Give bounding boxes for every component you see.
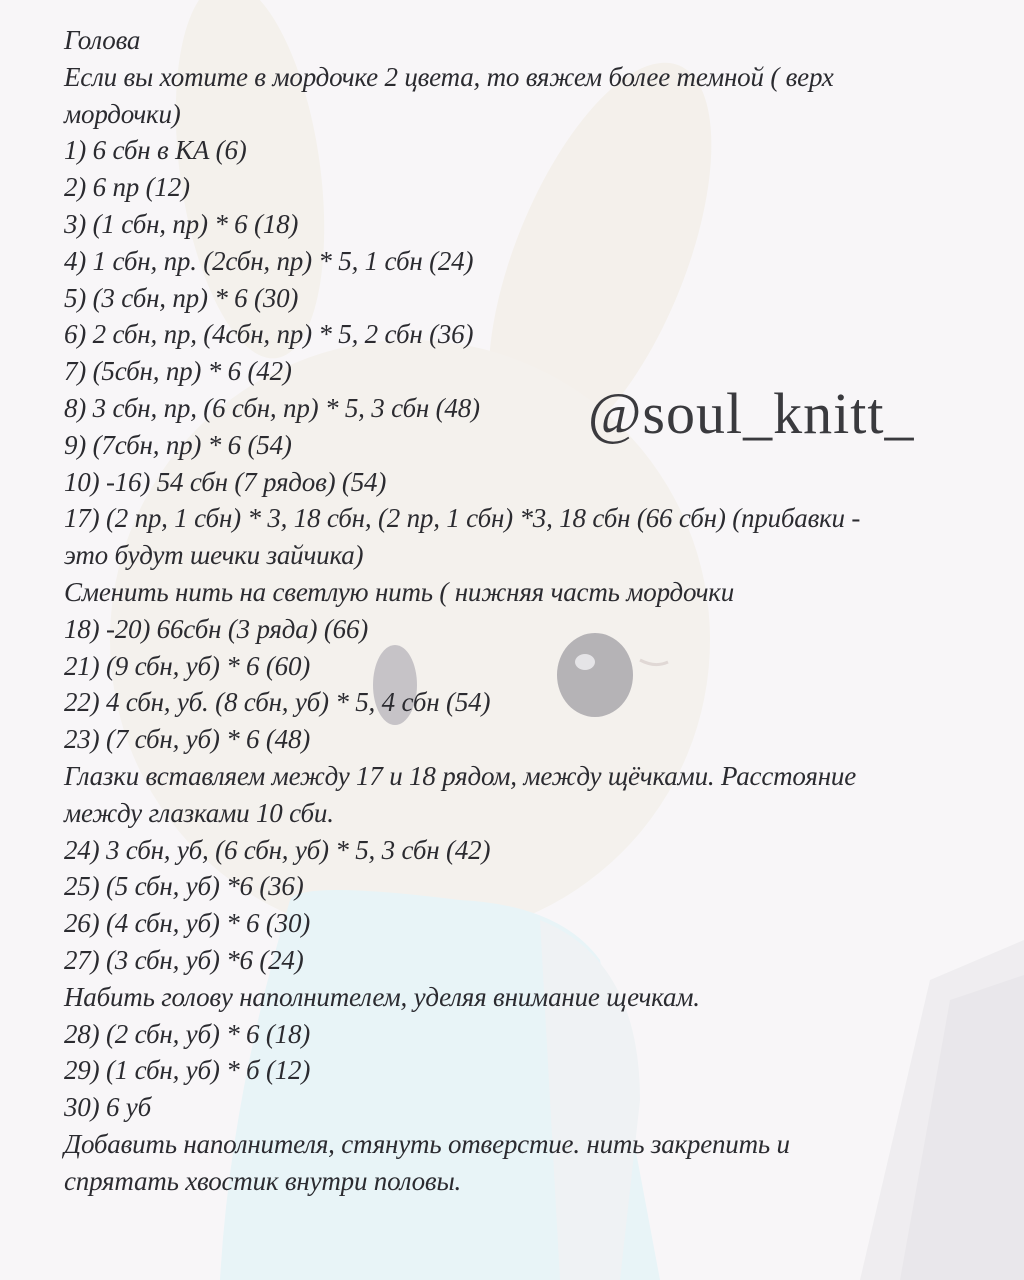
instruction-line: Сменить нить на светлую нить ( нижняя часть мордочки — [64, 576, 735, 607]
row-line: 24) 3 сбн, уб, (6 сбн, уб) * 5, 3 сбн (42) — [64, 834, 491, 865]
row-line: 21) (9 сбн, уб) * 6 (60) — [64, 650, 311, 681]
instruction-line: Добавить наполнителя, стянуть отверстие. нить закрепить и — [64, 1128, 790, 1159]
row-line: 17) (2 пр, 1 сбн) * 3, 18 сбн, (2 пр, 1 сбн) *3, 18 сбн (66 сбн) (прибавки - — [64, 503, 861, 534]
instruction-line: мордочки) — [64, 98, 181, 129]
row-line: 1) 6 сбн в КА (6) — [64, 135, 247, 166]
section-title: Голова — [64, 25, 141, 55]
row-line: 8) 3 сбн, пр, (6 сбн, пр) * 5, 3 сбн (48) — [64, 392, 480, 423]
row-line: 9) (7сбн, пр) * 6 (54) — [64, 429, 292, 460]
row-line: 22) 4 сбн, уб. (8 сбн, уб) * 5, 4 сбн (54) — [64, 687, 491, 718]
row-line: это будут шечки зайчика) — [64, 540, 364, 571]
row-line: 5) (3 сбн, пр) * 6 (30) — [64, 282, 299, 313]
row-line: 25) (5 сбн, уб) *6 (36) — [64, 871, 304, 902]
row-line: 29) (1 сбн, уб) * б (12) — [64, 1055, 311, 1086]
row-line: 3) (1 сбн, пр) * 6 (18) — [64, 208, 299, 239]
instruction-line: Набить голову наполнителем, уделяя внимание щечкам. — [64, 981, 700, 1012]
row-line: 27) (3 сбн, уб) *6 (24) — [64, 944, 304, 975]
row-line: 4) 1 сбн, пр. (2сбн, пр) * 5, 1 сбн (24) — [64, 245, 474, 276]
row-line: 18) -20) 66сбн (3 ряда) (66) — [64, 613, 369, 644]
instruction-line: между глазками 10 сби. — [64, 797, 334, 828]
row-line: 26) (4 сбн, уб) * 6 (30) — [64, 908, 311, 939]
row-line: 10) -16) 54 сбн (7 рядов) (54) — [64, 466, 387, 497]
row-line: 2) 6 пр (12) — [64, 172, 190, 203]
row-line: 7) (5сбн, пр) * 6 (42) — [64, 356, 292, 387]
row-line: 28) (2 сбн, уб) * 6 (18) — [64, 1018, 311, 1049]
row-line: 30) 6 уб — [64, 1092, 151, 1123]
instruction-line: Если вы хотите в мордочке 2 цвета, то вяжем более темной ( верх — [64, 61, 834, 92]
row-line: 23) (7 сбн, уб) * 6 (48) — [64, 724, 311, 755]
instruction-line: Глазки вставляем между 17 и 18 рядом, между щёчками. Расстояние — [64, 760, 856, 791]
author-watermark: @soul_knitt_ — [588, 381, 915, 446]
pattern-instructions — [64, 22, 964, 1200]
row-line: 6) 2 сбн, пр, (4сбн, пр) * 5, 2 сбн (36) — [64, 319, 474, 350]
instruction-line: спрятать хвостик внутри половы. — [64, 1165, 462, 1196]
